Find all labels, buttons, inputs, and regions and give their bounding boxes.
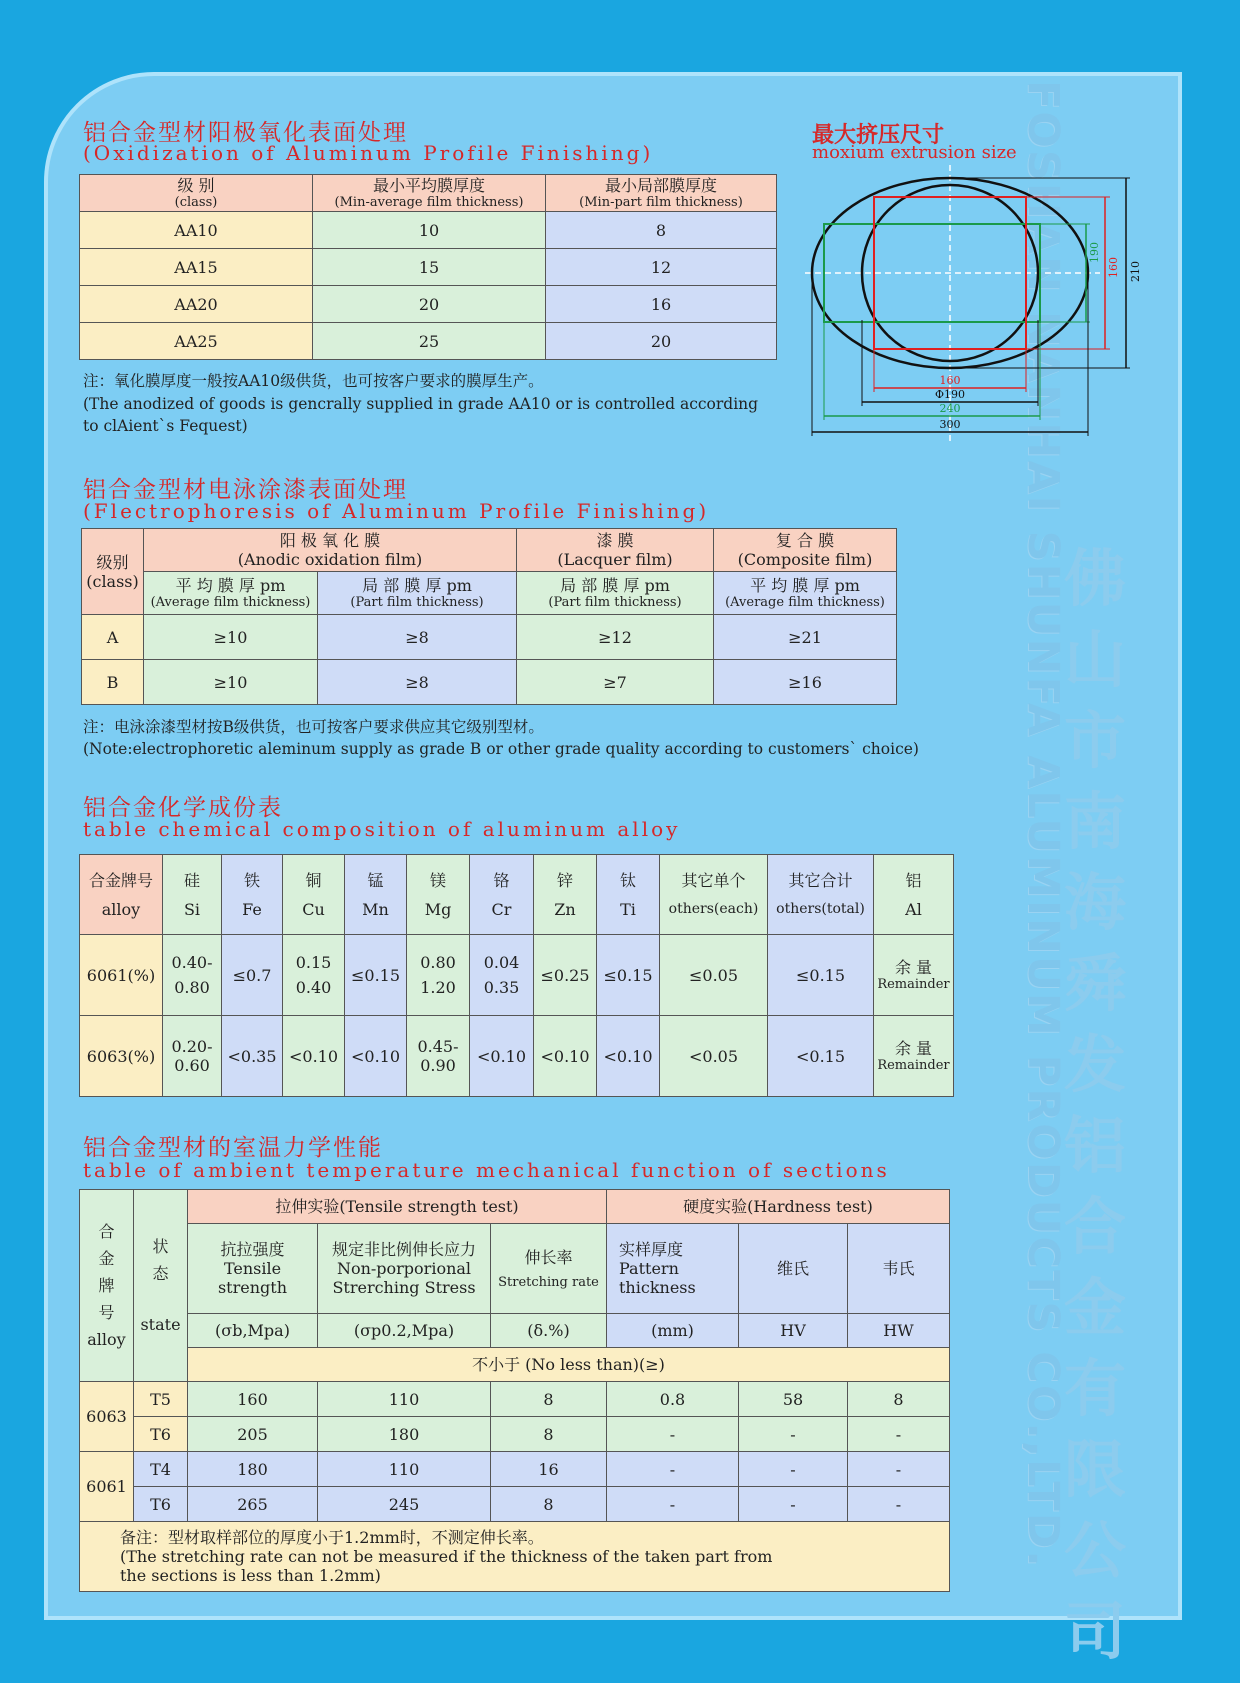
table-cell: ≤0.25 xyxy=(534,935,597,1016)
header-cell: 铬 Cr xyxy=(470,855,534,935)
side-char: 铝 xyxy=(1063,1109,1126,1182)
table-cell: <0.10 xyxy=(283,1016,345,1097)
extrusion-title-en: moxium extrusion size xyxy=(812,142,1017,163)
table-cell: ≥12 xyxy=(517,615,714,660)
table-cell: 25 xyxy=(313,323,546,360)
table-cell: 8 xyxy=(491,1487,607,1522)
table-cell: - xyxy=(848,1417,950,1452)
electro-note-en: (Note:electrophoretic aleminum supply as grade B or other grade quality according to customers` choice) xyxy=(83,740,919,758)
table-cell: 12 xyxy=(546,249,777,286)
table-cell: 0.80 1.20 xyxy=(407,935,470,1016)
header-cell: 合金牌号 alloy xyxy=(80,855,163,935)
table-cell: 0.40- 0.80 xyxy=(163,935,222,1016)
table-row xyxy=(80,286,777,323)
table-cell: A xyxy=(82,615,144,660)
table-cell: ≥8 xyxy=(318,615,517,660)
table-cell: <0.10 xyxy=(470,1016,534,1097)
dim-v190: 190 xyxy=(1088,242,1101,263)
sub-header: 局 部 膜 厚 pm (Part film thickness) xyxy=(517,572,714,615)
table-cell: (σb,Mpa) xyxy=(188,1314,318,1348)
table-cell: ≤0.05 xyxy=(660,935,768,1016)
table-cell: - xyxy=(739,1487,848,1522)
class-header: 级别 (class) xyxy=(82,529,144,615)
table-cell: 16 xyxy=(491,1452,607,1487)
table-cell: 6063 xyxy=(80,1382,134,1452)
side-char: 舜 xyxy=(1063,947,1126,1020)
table-cell: 8 xyxy=(848,1382,950,1417)
table-cell: T5 xyxy=(134,1382,188,1417)
table-cell: 180 xyxy=(318,1417,491,1452)
table-cell: 0.15 0.40 xyxy=(283,935,345,1016)
table-cell: 0.04 0.35 xyxy=(470,935,534,1016)
table-cell: - xyxy=(607,1452,739,1487)
oxidation-title-en: (Oxidization of Aluminum Profile Finishing) xyxy=(83,141,654,165)
electro-table xyxy=(81,528,897,705)
side-char: 有 xyxy=(1063,1352,1126,1425)
header-cell: 铜 Cu xyxy=(283,855,345,935)
col-tensile-strength: 抗拉强度 Tensile strength xyxy=(188,1224,318,1314)
table-cell: 110 xyxy=(318,1382,491,1417)
table-cell: (σp0.2,Mpa) xyxy=(318,1314,491,1348)
table-cell: 8 xyxy=(491,1417,607,1452)
table-cell: 160 xyxy=(188,1382,318,1417)
table-cell: 245 xyxy=(318,1487,491,1522)
table-cell: - xyxy=(607,1417,739,1452)
table-cell: (δ.%) xyxy=(491,1314,607,1348)
side-char: 南 xyxy=(1063,785,1126,858)
table-cell: <0.05 xyxy=(660,1016,768,1097)
extrusion-diagram xyxy=(800,160,1160,460)
alloy-header: 合 金 牌 号 alloy xyxy=(80,1190,134,1382)
table-row xyxy=(80,1452,950,1487)
table-row xyxy=(80,1417,950,1452)
table-cell: AA15 xyxy=(80,249,313,286)
oxidation-note-cn: 注：氧化膜厚度一般按AA10级供货，也可按客户要求的膜厚生产。 xyxy=(83,372,544,390)
table-cell: ≤0.7 xyxy=(222,935,283,1016)
header-cell: 钛 Ti xyxy=(597,855,660,935)
table-cell: 58 xyxy=(739,1382,848,1417)
header-cell: 锰 Mn xyxy=(345,855,407,935)
dim-phi190: Φ190 xyxy=(934,388,966,401)
table-cell: ≤0.15 xyxy=(768,935,874,1016)
table-cell: <0.10 xyxy=(345,1016,407,1097)
table-row xyxy=(80,1487,950,1522)
table-cell: ≥16 xyxy=(714,660,897,705)
header-cell: 最小局部膜厚度 (Min-part film thickness) xyxy=(546,175,777,212)
side-char: 发 xyxy=(1063,1028,1126,1101)
side-char: 山 xyxy=(1063,623,1126,696)
side-char: 海 xyxy=(1063,866,1126,939)
electro-title-cn: 铝合金型材电泳涂漆表面处理 xyxy=(83,477,408,503)
table-row xyxy=(80,935,954,1016)
header-cell: 最小平均膜厚度 (Min-average film thickness) xyxy=(313,175,546,212)
table-cell: 20 xyxy=(546,323,777,360)
table-cell: 15 xyxy=(313,249,546,286)
table-cell: ≥21 xyxy=(714,615,897,660)
table-cell: <0.10 xyxy=(534,1016,597,1097)
table-row xyxy=(82,660,897,705)
dim-v210: 210 xyxy=(1129,261,1142,282)
col-elongation: 伸长率 Stretching rate xyxy=(491,1224,607,1314)
mech-note: 备注：型材取样部位的厚度小于1.2mm时，不测定伸长率。 (The stretching rate can not be measured if the thickness of the taken part from the sections is less than 1.2mm) xyxy=(80,1522,950,1592)
dim-300: 300 xyxy=(939,418,961,431)
table-cell: 6063(%) xyxy=(80,1016,163,1097)
side-char: 佛 xyxy=(1063,542,1126,615)
table-cell: ≥10 xyxy=(144,615,318,660)
sub-header: 局 部 膜 厚 pm (Part film thickness) xyxy=(318,572,517,615)
header-cell: 镁 Mg xyxy=(407,855,470,935)
group-header-lacquer: 漆 膜 (Lacquer film) xyxy=(517,529,714,572)
table-cell: T6 xyxy=(134,1487,188,1522)
table-cell: HV xyxy=(739,1314,848,1348)
col-stress: 规定非比例伸长应力 Non-porporional Strerching Stress xyxy=(318,1224,491,1314)
header-cell: 铝 Al xyxy=(874,855,954,935)
tensile-header: 拉伸实验(Tensile strength test) xyxy=(188,1190,607,1224)
chem-table xyxy=(79,854,954,1097)
oxidation-title-cn: 铝合金型材阳极氧化表面处理 xyxy=(83,120,408,146)
side-char: 市 xyxy=(1063,704,1126,777)
no-less-than: 不小于 (No less than)(≥) xyxy=(188,1348,950,1382)
mech-table xyxy=(79,1189,950,1592)
oxidation-note-en2: to clAient`s Fequest) xyxy=(83,417,248,435)
oxidation-table xyxy=(79,174,777,360)
table-cell: <0.15 xyxy=(768,1016,874,1097)
table-cell: T6 xyxy=(134,1417,188,1452)
table-cell: 余 量 Remainder xyxy=(874,935,954,1016)
table-row xyxy=(80,1016,954,1097)
table-cell: ≤0.15 xyxy=(597,935,660,1016)
table-cell: AA20 xyxy=(80,286,313,323)
table-cell: 205 xyxy=(188,1417,318,1452)
table-row xyxy=(80,1382,950,1417)
table-cell: 265 xyxy=(188,1487,318,1522)
electro-title-en: (Flectrophoresis of Aluminum Profile Finishing) xyxy=(83,499,710,523)
table-cell: <0.10 xyxy=(597,1016,660,1097)
table-cell: 0.45- 0.90 xyxy=(407,1016,470,1097)
table-cell: 20 xyxy=(313,286,546,323)
table-cell: 6061(%) xyxy=(80,935,163,1016)
table-cell: - xyxy=(848,1487,950,1522)
state-header: 状 态 state xyxy=(134,1190,188,1382)
mech-title-cn: 铝合金型材的室温力学性能 xyxy=(83,1135,383,1161)
col-thickness: 实样厚度 Pattern thickness xyxy=(607,1224,739,1314)
dim-240: 240 xyxy=(939,402,961,415)
dim-v160: 160 xyxy=(1107,257,1120,278)
table-cell: T4 xyxy=(134,1452,188,1487)
side-char: 限 xyxy=(1063,1433,1126,1506)
table-cell: 8 xyxy=(491,1382,607,1417)
table-cell: 16 xyxy=(546,286,777,323)
table-row xyxy=(80,249,777,286)
table-cell: AA25 xyxy=(80,323,313,360)
table-cell: 180 xyxy=(188,1452,318,1487)
header-cell: 其它合计 others(total) xyxy=(768,855,874,935)
company-name-cn-vertical xyxy=(1055,538,1135,1672)
table-cell: ≥10 xyxy=(144,660,318,705)
table-cell: 10 xyxy=(313,212,546,249)
table-cell: ≥7 xyxy=(517,660,714,705)
group-header-anodic: 阳 极 氧 化 膜 (Anodic oxidation film) xyxy=(144,529,517,572)
extrusion-title-cn: 最大挤压尺寸 xyxy=(812,123,945,148)
header-cell: 铁 Fe xyxy=(222,855,283,935)
table-cell: ≥8 xyxy=(318,660,517,705)
table-cell: - xyxy=(848,1452,950,1487)
table-cell: HW xyxy=(848,1314,950,1348)
table-cell: 8 xyxy=(546,212,777,249)
table-cell: AA10 xyxy=(80,212,313,249)
table-cell: 110 xyxy=(318,1452,491,1487)
table-row xyxy=(80,212,777,249)
table-cell: 0.20- 0.60 xyxy=(163,1016,222,1097)
header-cell: 其它单个 others(each) xyxy=(660,855,768,935)
side-char: 司 xyxy=(1063,1595,1126,1668)
table-cell: - xyxy=(607,1487,739,1522)
side-char: 合 xyxy=(1063,1190,1126,1263)
chem-title-cn: 铝合金化学成份表 xyxy=(83,795,283,821)
side-char: 金 xyxy=(1063,1271,1126,1344)
hardness-header: 硬度实验(Hardness test) xyxy=(607,1190,950,1224)
oxidation-note-en: (The anodized of goods is gencrally supplied in grade AA10 or is controlled according xyxy=(83,395,759,413)
sub-header: 平 均 膜 厚 pm (Average film thickness) xyxy=(714,572,897,615)
table-cell: <0.35 xyxy=(222,1016,283,1097)
table-cell: 6061 xyxy=(80,1452,134,1522)
col-hv: 维氏 xyxy=(739,1224,848,1314)
sub-header: 平 均 膜 厚 pm (Average film thickness) xyxy=(144,572,318,615)
table-row xyxy=(82,615,897,660)
table-cell: 0.8 xyxy=(607,1382,739,1417)
table-cell: (mm) xyxy=(607,1314,739,1348)
dim-160: 160 xyxy=(939,374,961,387)
table-cell: - xyxy=(739,1452,848,1487)
table-cell: - xyxy=(739,1417,848,1452)
header-cell: 硅 Si xyxy=(163,855,222,935)
group-header-composite: 复 合 膜 (Composite film) xyxy=(714,529,897,572)
col-hw: 韦氏 xyxy=(848,1224,950,1314)
chem-title-en: table chemical composition of aluminum alloy xyxy=(83,817,681,841)
side-char: 公 xyxy=(1063,1514,1126,1587)
table-cell: 余 量 Remainder xyxy=(874,1016,954,1097)
table-row xyxy=(80,323,777,360)
mech-title-en: table of ambient temperature mechanical function of sections xyxy=(83,1158,890,1182)
header-cell: 锌 Zn xyxy=(534,855,597,935)
table-cell: B xyxy=(82,660,144,705)
chem-header-row xyxy=(80,855,954,935)
table-cell: ≤0.15 xyxy=(345,935,407,1016)
electro-note-cn: 注：电泳涂漆型材按B级供货，也可按客户要求供应其它级别型材。 xyxy=(83,718,544,736)
header-cell: 级 别 (class) xyxy=(80,175,313,212)
